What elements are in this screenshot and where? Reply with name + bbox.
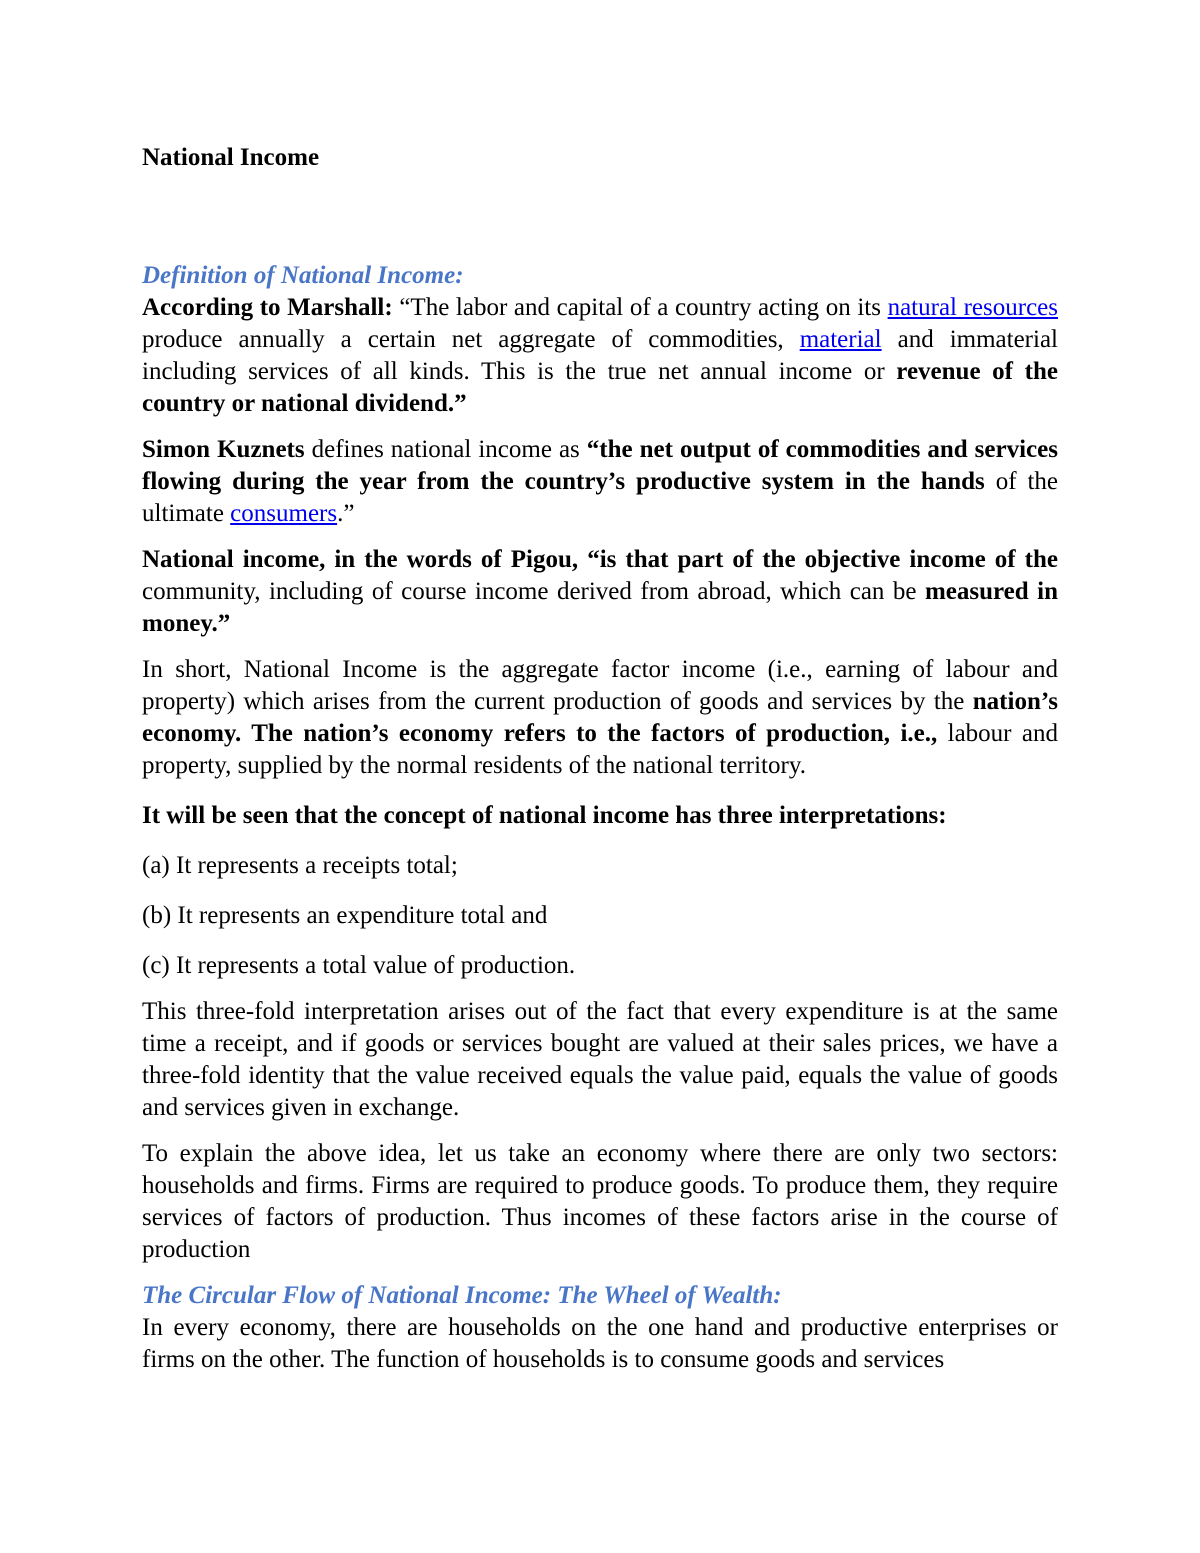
interpretation-item: (c) It represents a total value of production. [142,952,576,979]
marshall-bold-end: revenue of the country or national dividend.” [142,358,1058,417]
natural-resources-link[interactable]: natural resources [887,294,1059,321]
kuznets-end: .” [337,500,355,527]
short-end: labour and property, supplied by the normal residents of the national territory. [142,720,1058,779]
marshall-quote-open: “The labor and capital of a country acting on its [392,294,888,321]
document-title: National Income [142,144,320,171]
marshall-mid-2: and immaterial including services of all kinds. This is the true net annual income or [142,326,1058,385]
pigou-bold-start: National income, in the words of Pigou, “is that part of the objective income of the [142,546,1058,573]
consumers-link[interactable]: consumers [230,500,338,527]
interpretation-item: (a) It represents a receipts total; [142,852,458,879]
marshall-lead: According to Marshall: [142,294,393,321]
economy-paragraph: In every economy, there are households on the one hand and productive enterprises or firms on the other. The function of households is to consume goods and services [142,1314,1058,1373]
kuznets-mid: defines national income as [304,436,587,463]
material-link[interactable]: material [799,326,882,353]
pigou-paragraph [142,544,1058,640]
threefold-paragraph: This three-fold interpretation arises out of the fact that every expenditure is at the same time a receipt, and if goods or services bought are valued at their sales prices, we have a three-fold identity that the value received equals the value paid, equals the value of goods and services given in exchange. [142,998,1058,1121]
kuznets-tail: of the ultimate [142,468,1058,527]
marshall-mid-1: produce annually a certain net aggregate of commodities, [142,326,800,353]
interpretations-heading [142,800,1058,832]
section-heading-definition: Definition of National Income: [142,262,464,289]
pigou-bold-end: measured in money.” [142,578,1058,637]
kuznets-lead: Simon Kuznets [142,436,305,463]
kuznets-bold: “the net output of commodities and services flowing during the year from the country’s productive system in the hands [142,436,1058,495]
kuznets-paragraph [142,434,1058,530]
pigou-mid: community, including of course income derived from abroad, which can be [142,578,925,605]
short-bold: nation’s economy. The nation’s economy refers to the factors of production, i.e., [142,688,1058,747]
interpretations-heading-text: It will be seen that the concept of national income has three interpretations: [142,802,947,829]
short-paragraph [142,654,1058,782]
section-heading-circular-flow: The Circular Flow of National Income: The Wheel of Wealth: [142,1282,782,1309]
marshall-paragraph [142,292,1058,420]
explain-paragraph: To explain the above idea, let us take an economy where there are only two sectors: households and firms. Firms are required to produce goods. To produce them, they require services of factors of production. Thus incomes of these factors arise in the course of production [142,1140,1058,1263]
interpretation-item: (b) It represents an expenditure total and [142,902,548,929]
short-start: In short, National Income is the aggregate factor income (i.e., earning of labour and property) which arises from the current production of goods and services by the [142,656,1058,715]
